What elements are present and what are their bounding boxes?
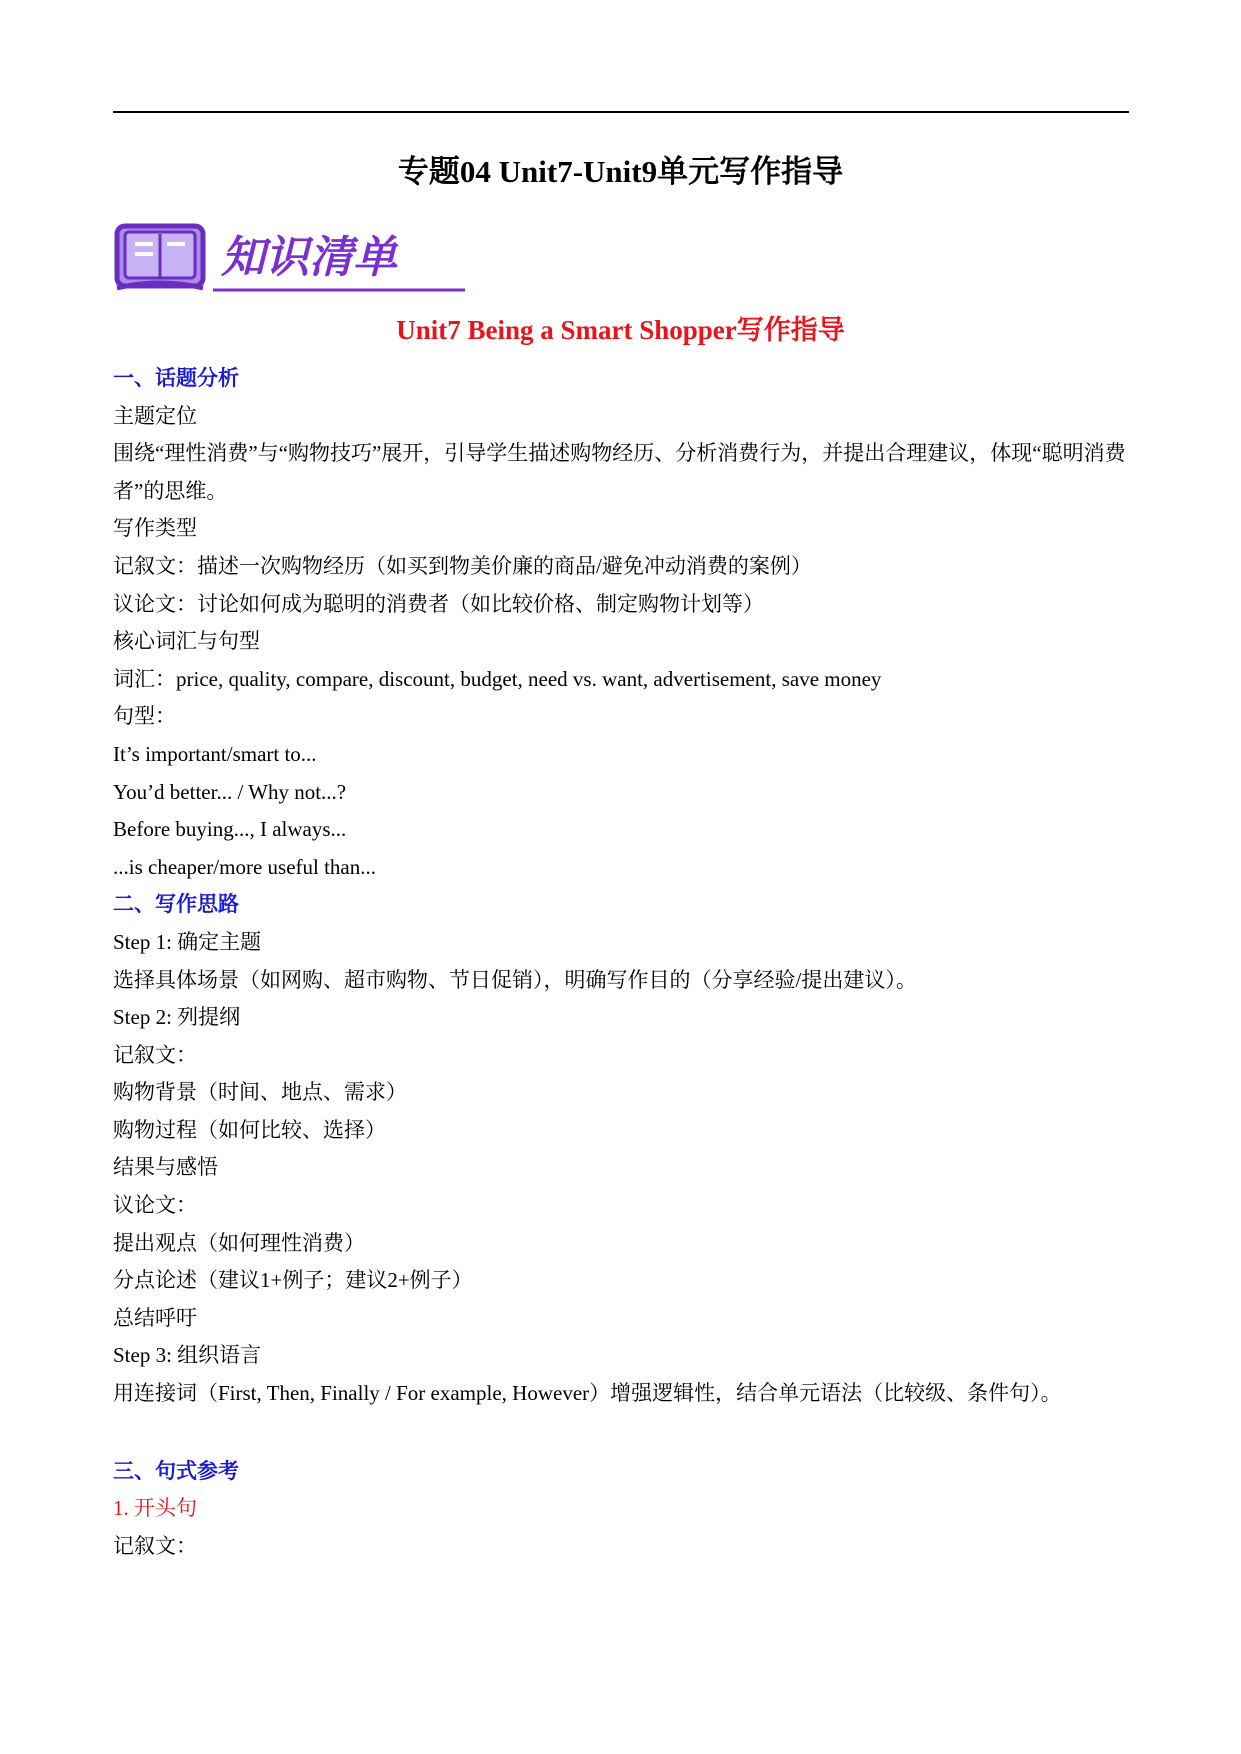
argument-item: 分点论述（建议1+例子；建议2+例子） bbox=[113, 1268, 473, 1293]
vocab-line: 词汇：price, quality, compare, discount, budget, need vs. want, advertisement, save money bbox=[113, 666, 882, 691]
argument-label: 议论文： bbox=[113, 1193, 197, 1218]
top-rule bbox=[113, 111, 1129, 113]
banner-text: 知识清单 bbox=[221, 232, 397, 283]
page-title: 专题04 Unit7-Unit9单元写作指导 bbox=[397, 154, 844, 189]
argument-item: 提出观点（如何理性消费） bbox=[113, 1230, 365, 1255]
pattern-item: It’s important/smart to... bbox=[113, 741, 317, 766]
section-heading-topic: 一、话题分析 bbox=[113, 366, 239, 390]
step3-label: Step 3: 组织语言 bbox=[113, 1343, 262, 1368]
pattern-label: 句型： bbox=[113, 704, 176, 729]
narrative-label: 记叙文： bbox=[113, 1042, 197, 1067]
pattern-item: You’d better... / Why not...? bbox=[113, 779, 347, 804]
type-narrative: 记叙文：描述一次购物经历（如买到物美价廉的商品/避免冲动消费的案例） bbox=[113, 553, 812, 578]
spacer bbox=[113, 1413, 1129, 1453]
book-icon bbox=[117, 226, 203, 288]
document-body bbox=[113, 360, 1129, 1565]
step2-label: Step 2: 列提纲 bbox=[113, 1005, 241, 1030]
type-label: 写作类型 bbox=[113, 516, 197, 541]
narrative-item: 购物过程（如何比较、选择） bbox=[113, 1117, 386, 1142]
step1-text: 选择具体场景（如网购、超市购物、节日促销），明确写作目的（分享经验/提出建议）。 bbox=[113, 967, 917, 992]
theme-text: 围绕“理性消费”与“购物技巧”展开，引导学生描述购物经历、分析消费行为，并提出合理建议，体现“聪明消费者”的思维。 bbox=[113, 441, 1126, 503]
opening-label: 1. 开头句 bbox=[113, 1496, 197, 1521]
theme-label: 主题定位 bbox=[113, 403, 197, 428]
opening-narrative-label: 记叙文： bbox=[113, 1533, 197, 1558]
type-argument: 议论文：讨论如何成为聪明的消费者（如比较价格、制定购物计划等） bbox=[113, 591, 764, 616]
pattern-item: ...is cheaper/more useful than... bbox=[113, 854, 376, 879]
knowledge-list-banner bbox=[113, 220, 473, 300]
step1-label: Step 1: 确定主题 bbox=[113, 929, 262, 954]
argument-item: 总结呼吁 bbox=[113, 1305, 197, 1330]
narrative-item: 结果与感悟 bbox=[113, 1155, 218, 1180]
step3-text: 用连接词（First, Then, Finally / For example, However）增强逻辑性，结合单元语法（比较级、条件句）。 bbox=[113, 1381, 1062, 1406]
pattern-item: Before buying..., I always... bbox=[113, 817, 347, 842]
narrative-item: 购物背景（时间、地点、需求） bbox=[113, 1080, 407, 1105]
section-heading-sentences: 三、句式参考 bbox=[113, 1458, 239, 1483]
unit7-title: Unit7 Being a Smart Shopper写作指导 bbox=[396, 315, 845, 345]
section-heading-approach: 二、写作思路 bbox=[113, 892, 239, 917]
core-label: 核心词汇与句型 bbox=[113, 629, 260, 654]
